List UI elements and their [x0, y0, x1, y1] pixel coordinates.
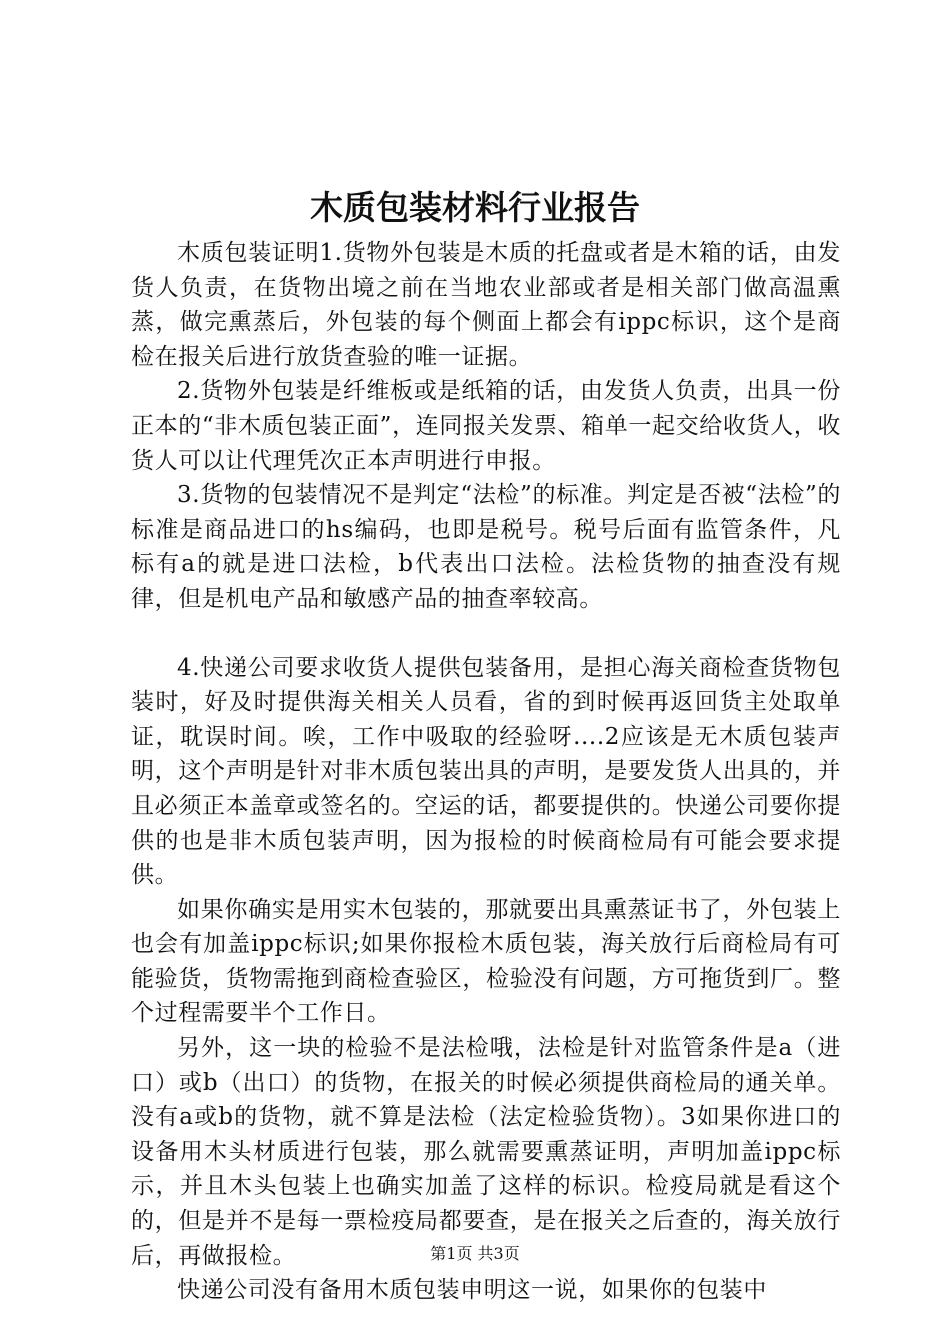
paragraph-2: 2.货物外包装是纤维板或是纸箱的话，由发货人负责，出具一份正本的“非木质包装正面”，连同报关发票、箱单一起交给收货人，收货人可以让代理凭次正本声明进行申报。: [131, 378, 841, 474]
paragraph-3: 3.货物的包装情况不是判定“法检”的标准。判定是否被“法检”的标准是商品进口的hs编码，也即是税号。税号后面有监管条件，凡标有a的就是进口法检，b代表出口法检。法检货物的抽查没有规律，但是机电产品和敏感产品的抽查率较高。: [131, 482, 841, 612]
paragraph-6: 另外，这一块的检验不是法检哦，法检是针对监管条件是a（进口）或b（出口）的货物，在报关的时候必须提供商检局的通关单。没有a或b的货物，就不算是法检（法定检验货物）。3如果你进口的设备用木头材质进行包装，那么就需要熏蒸证明，声明加盖ippc标示，并且木头包装上也确实加盖了这样的标识。检疫局就是看这个的，但是并不是每一票检疫局都要查，是在报关之后查的，海关放行后，再做报检。: [131, 1035, 841, 1269]
paragraph-4: 4.快递公司要求收货人提供包装备用，是担心海关商检查货物包装时，好及时提供海关相关人员看，省的到时候再返回货主处取单证，耽误时间。唉，工作中吸取的经验呀....2应该是无木质包装声明，这个声明是针对非木质包装出具的声明，是要发货人出具的，并且必须正本盖章或签名的。空运的话，都要提供的。快递公司要你提供的也是非木质包装声明，因为报检的时候商检局有可能会要求提供。: [131, 654, 841, 889]
paragraph-1: 木质包装证明1.货物外包装是木质的托盘或者是木箱的话，由发货人负责，在货物出境之前在当地农业部或者是相关部门做高温熏蒸，做完熏蒸后，外包装的每个侧面上都会有ippc标识，这个是商检在报关后进行放货查验的唯一证据。: [131, 240, 841, 370]
document-title: 木质包装材料行业报告: [310, 188, 640, 227]
paragraph-7: 快递公司没有备用木质包装申明这一说，如果你的包装中: [177, 1277, 767, 1304]
paragraph-5: 如果你确实是用实木包装的，那就要出具熏蒸证书了，外包装上也会有加盖ippc标识;如果你报检木质包装，海关放行后商检局有可能验货，货物需拖到商检查验区，检验没有问题，方可拖货到厂。整个过程需要半个工作日。: [131, 896, 841, 1027]
page-number-footer: 第1页 共3页: [430, 1244, 520, 1263]
document-body: [131, 236, 841, 1308]
